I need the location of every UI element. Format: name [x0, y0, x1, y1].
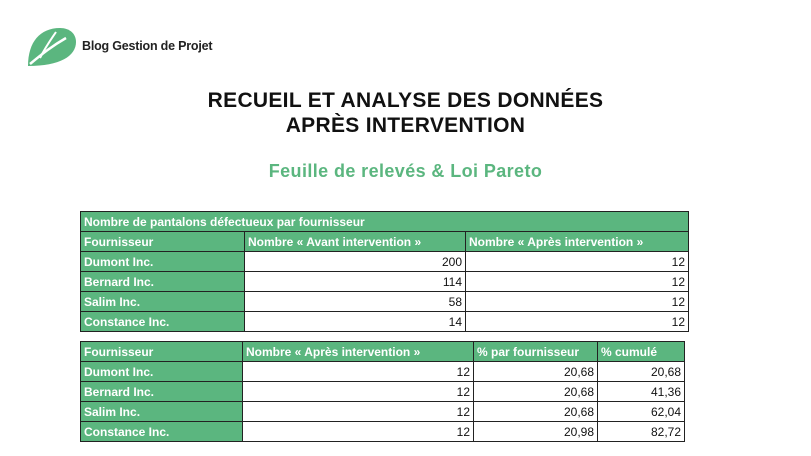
defects-table [80, 211, 689, 332]
title-line-2: APRÈS INTERVENTION [285, 114, 526, 137]
column-header: % cumulé [598, 342, 685, 362]
value-cell: 12 [466, 312, 689, 332]
supplier-cell: Dumont Inc. [81, 252, 245, 272]
value-cell: 200 [245, 252, 466, 272]
brand-logo[interactable] [26, 24, 212, 68]
supplier-cell: Salim Inc. [81, 292, 245, 312]
supplier-cell: Bernard Inc. [81, 382, 243, 402]
page-subtitle: Feuille de relevés & Loi Pareto [268, 161, 543, 181]
value-cell: 12 [243, 362, 474, 382]
percent-cell: 20,68 [474, 382, 598, 402]
column-header: Nombre « Avant intervention » [245, 232, 466, 252]
column-header: Nombre « Après intervention » [466, 232, 689, 252]
column-header: Fournisseur [81, 342, 243, 362]
column-header: Fournisseur [81, 232, 245, 252]
table-row [81, 422, 685, 442]
brand-name: Blog Gestion de Projet [82, 39, 213, 53]
table-caption-row [81, 212, 689, 232]
supplier-cell: Constance Inc. [81, 312, 245, 332]
value-cell: 12 [243, 382, 474, 402]
value-cell: 14 [245, 312, 466, 332]
table-row [81, 312, 689, 332]
table-row [81, 272, 689, 292]
page-title [0, 88, 811, 138]
table-row [81, 382, 685, 402]
supplier-cell: Salim Inc. [81, 402, 243, 422]
value-cell: 12 [466, 292, 689, 312]
percent-cell: 20,98 [474, 422, 598, 442]
value-cell: 114 [245, 272, 466, 292]
table-caption: Nombre de pantalons défectueux par fournisseur [81, 212, 689, 232]
cumulative-cell: 41,36 [598, 382, 685, 402]
value-cell: 58 [245, 292, 466, 312]
cumulative-cell: 82,72 [598, 422, 685, 442]
pareto-table [80, 341, 685, 442]
value-cell: 12 [243, 422, 474, 442]
leaf-logo-icon [26, 24, 76, 68]
cumulative-cell: 62,04 [598, 402, 685, 422]
value-cell: 12 [243, 402, 474, 422]
column-header: Nombre « Après intervention » [243, 342, 474, 362]
table-header-row [81, 342, 685, 362]
table-row [81, 252, 689, 272]
table-row [81, 292, 689, 312]
percent-cell: 20,68 [474, 362, 598, 382]
title-line-1: RECUEIL ET ANALYSE DES DONNÉES [207, 89, 604, 112]
supplier-cell: Bernard Inc. [81, 272, 245, 292]
percent-cell: 20,68 [474, 402, 598, 422]
column-header: % par fournisseur [474, 342, 598, 362]
value-cell: 12 [466, 252, 689, 272]
table-row [81, 362, 685, 382]
table-row [81, 402, 685, 422]
table-header-row [81, 232, 689, 252]
value-cell: 12 [466, 272, 689, 292]
supplier-cell: Constance Inc. [81, 422, 243, 442]
cumulative-cell: 20,68 [598, 362, 685, 382]
supplier-cell: Dumont Inc. [81, 362, 243, 382]
